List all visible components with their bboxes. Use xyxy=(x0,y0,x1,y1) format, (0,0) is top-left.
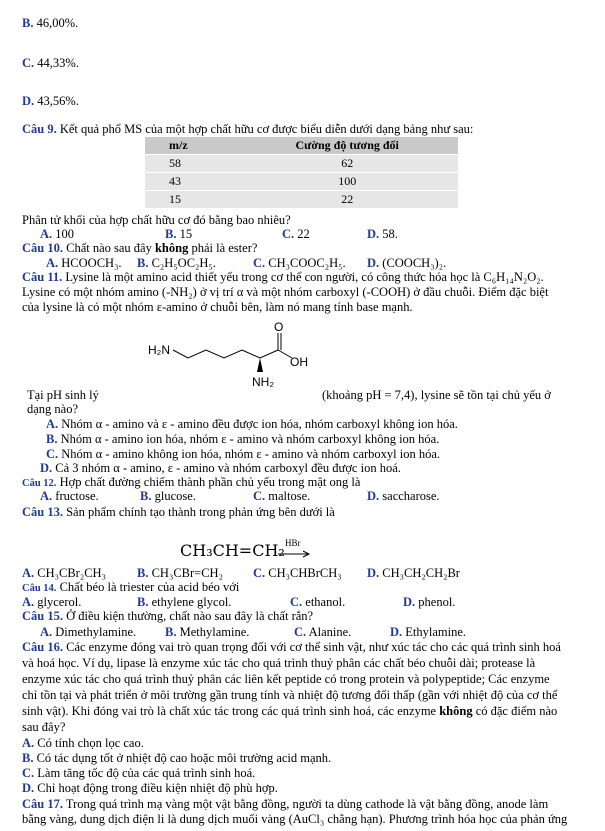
q12-option-c: C. maltose. xyxy=(253,489,311,503)
q14-option-d: D. phenol. xyxy=(403,595,456,609)
q10-option-b: B. C₂H₅OC₂H₅. xyxy=(137,256,216,270)
option-b-prev: B. 46,00%. xyxy=(22,16,79,30)
q15-option-d: D. Ethylamine. xyxy=(390,625,467,639)
question-9: Câu 9. Kết quả phổ MS của một hợp chất hữu cơ được biểu diễn dưới dạng bảng như sau: xyxy=(22,122,474,136)
q16-option-a: A. Có tính chọn lọc cao. xyxy=(22,736,144,750)
option-d-prev: D. 43,56%. xyxy=(22,94,79,108)
q13-option-d: D. CH₃CH₂CH₂Br xyxy=(367,566,460,580)
question-12: Câu 12. Hợp chất đường chiếm thành phần chủ yếu trong mật ong là xyxy=(22,475,361,489)
q9-option-a: A. 100 xyxy=(40,227,75,241)
q15-option-c: C. Alanine. xyxy=(294,625,352,639)
q9-option-d: D. 58. xyxy=(367,227,398,241)
q11-option-a: A. Nhóm α - amino và ε - amino đều được ion hóa, nhóm carboxyl không ion hóa. xyxy=(46,417,458,431)
q16-option-b: B. Có tác dụng tốt ở nhiệt độ cao hoặc môi trường acid mạnh. xyxy=(22,751,332,765)
question-11-stem-right: (khoảng pH = 7,4), lysine sẽ tồn tại chủ yếu ở xyxy=(322,388,551,402)
question-11: Câu 11. Lysine là một amino acid thiết yếu trong cơ thể con người, có công thức hóa học là C₆H₁₄N₂O₂. xyxy=(22,270,544,284)
reagent-label: HBr xyxy=(285,538,301,548)
q14-option-a: A. glycerol. xyxy=(22,595,82,609)
question-11-line2: Lysine có một nhóm amino (-NH₂) ở vị trí α và một nhóm carboxyl (-COOH) ở đầu chuỗi. Điểm đặc biệt xyxy=(22,285,549,299)
question-16: Câu 16. Các enzyme đóng vai trò quan trọng đối với cơ thể sinh vật, như xúc tác cho các quá trình sinh hoá xyxy=(22,640,561,654)
table-header-row xyxy=(145,137,458,155)
question-17: Câu 17. Trong quá trình mạ vàng một vật bằng đồng, người ta dùng cathode là vật bằng đồng, anode làm xyxy=(22,797,549,811)
question-11-line3: của lysine là có một nhóm ε-amino ở chuỗi bên, làm nó mang tính base mạnh. xyxy=(22,300,413,314)
question-16-line5: sinh vật). Khi đóng vai trò là chất xúc tác trong các quá trình sinh hoá, các enzyme không có đặc điểm nào xyxy=(22,704,558,718)
question-17-line2: bằng vàng, dung dịch điện li là dung dịch muối vàng (AuCl₃ chẳng hạn). Phương trình hóa học của phản ứng xyxy=(22,812,568,826)
q9-option-b: B. 15 xyxy=(165,227,193,241)
q15-option-a: A. Dimethylamine. xyxy=(40,625,137,639)
q16-option-c: C. Làm tăng tốc độ của các quá trình sinh hoá. xyxy=(22,766,256,780)
reaction-arrow-icon xyxy=(278,550,312,558)
option-c-prev: C. 44,33%. xyxy=(22,56,79,70)
question-16-line4: chỉ tồn tại và phát triển ở môi trường gần trung tính và nhiệt độ tương đối thấp (gần với nhiệt độ của cơ thể xyxy=(22,688,558,702)
question-9-stem: Phân tử khối của hợp chất hữu cơ đó bằng bao nhiêu? xyxy=(22,213,291,227)
amine-label: H₂N xyxy=(148,343,170,357)
q13-option-b: B. CH₃CBr=CH₂ xyxy=(137,566,223,580)
alpha-amine-label: NH₂ xyxy=(252,375,274,389)
table-row: 43 100 xyxy=(145,173,458,191)
q16-option-d: D. Chỉ hoạt động trong điều kiện nhiệt độ phù hợp. xyxy=(22,781,278,795)
question-16-line2: và hoá học. Ví dụ, lipase là enzyme xúc tác cho quá trình thuỷ phân các chất béo chuỗi dài; protease là xyxy=(22,656,536,670)
table-header-cell: Cường độ tương đối xyxy=(236,137,458,155)
q10-option-d: D. (COOCH₃)₂. xyxy=(367,256,447,270)
q14-option-b: B. ethylene glycol. xyxy=(137,595,232,609)
question-10: Câu 10. Chất nào sau đây không phải là ester? xyxy=(22,241,258,255)
question-11-stem-left: Tại pH sinh lý xyxy=(27,388,99,402)
question-16-line6: sau đây? xyxy=(22,720,66,734)
question-13: Câu 13. Sản phẩm chính tạo thành trong phản ứng bên dưới là xyxy=(22,505,335,519)
wedge-bond xyxy=(257,358,263,372)
q12-option-a: A. fructose. xyxy=(40,489,99,503)
oxygen-label: O xyxy=(274,320,284,334)
question-16-line3: enzyme xúc tác cho quá trình thuỷ phân các liên kết peptide có trong protein và polypeptide; Các enzyme xyxy=(22,672,550,686)
q12-option-b: B. glucose. xyxy=(140,489,196,503)
q9-option-c: C. 22 xyxy=(282,227,310,241)
ms-spectrum-table xyxy=(145,137,458,209)
q10-option-c: C. CH₃COOC₂H₅. xyxy=(253,256,346,270)
table-row: 58 62 xyxy=(145,155,458,173)
table-header-cell: m/z xyxy=(145,137,236,155)
q11-option-c: C. Nhóm α - amino không ion hóa, nhóm ε - amino và nhóm carboxyl ion hóa. xyxy=(46,447,441,461)
q10-option-a: A. HCOOCH₃. xyxy=(46,256,122,270)
question-11-stem-end: dạng nào? xyxy=(27,402,79,416)
q11-option-b: B. Nhóm α - amino ion hóa, nhóm ε - amino và nhóm carboxyl không ion hóa. xyxy=(46,432,440,446)
question-14: Câu 14. Chất béo là triester của acid béo với xyxy=(22,580,240,594)
question-15: Câu 15. Ở điều kiện thường, chất nào sau đây là chất rắn? xyxy=(22,609,314,623)
q11-option-d: D. Cả 3 nhóm α - amino, ε - amino và nhóm carboxyl đều được ion hoá. xyxy=(40,461,401,475)
q12-option-d: D. saccharose. xyxy=(367,489,440,503)
table-row: 15 22 xyxy=(145,191,458,209)
q13-option-c: C. CH₃CHBrCH₃ xyxy=(253,566,342,580)
q13-option-a: A. CH₃CBr₂CH₃ xyxy=(22,566,106,580)
q14-option-c: C. ethanol. xyxy=(290,595,346,609)
q15-option-b: B. Methylamine. xyxy=(165,625,250,639)
lysine-structure xyxy=(140,320,310,392)
hydroxyl-label: OH xyxy=(290,355,308,369)
reaction-equation: CH₃CH=CH₂ xyxy=(180,541,285,560)
